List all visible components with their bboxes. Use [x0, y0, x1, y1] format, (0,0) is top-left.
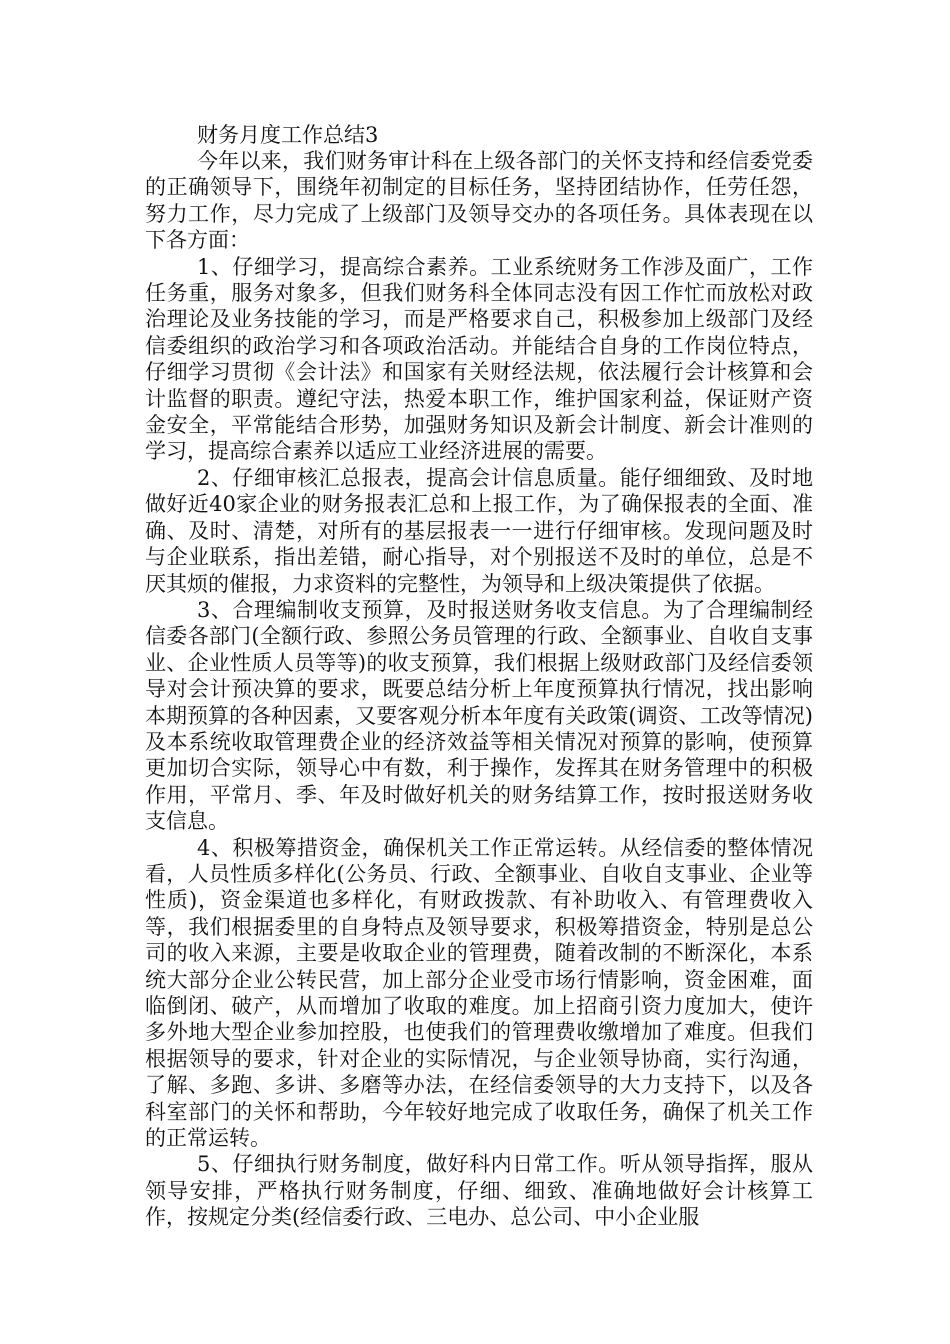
paragraph-study: 1、仔细学习，提高综合素养。工业系统财务工作涉及面广，工作任务重，服务对象多，但我们财务科全体同志没有因工作忙而放松对政治理论及业务技能的学习，而是严格要求自己，积极参加上级部门及经信委组织的政治学习和各项政治活动。并能结合自身的工作岗位特点，仔细学习贯彻《会计法》和国家有关财经法规，依法履行会计核算和会计监督的职责。遵纪守法，热爱本职工作，维护国家利益，保证财产资金安全，平常能结合形势，加强财务知识及新会计制度、新会计准则的学习，提高综合素养以适应工业经济进展的需要。: [145, 254, 813, 464]
paragraph-funds: 4、积极筹措资金，确保机关工作正常运转。从经信委的整体情况看，人员性质多样化(公务员、行政、全额事业、自收自支事业、企业等性质)，资金渠道也多样化，有财政拨款、有补助收入、有管理费收入等，我们根据委里的自身特点及领导要求，积极筹措资金，特别是总公司的收入来源，主要是收取企业的管理费，随着改制的不断深化，本系统大部分企业公转民营，加上部分企业受市场行情影响，资金困难，面临倒闭、破产，从而增加了收取的难度。加上招商引资力度加大，使许多外地大型企业参加控股，也使我们的管理费收缴增加了难度。但我们根据领导的要求，针对企业的实际情况，与企业领导协商，实行沟通，了解、多跑、多讲、多磨等办法，在经信委领导的大力支持下，以及各科室部门的关怀和帮助，今年较好地完成了收取任务，确保了机关工作的正常运转。: [145, 835, 813, 1151]
paragraph-intro: 今年以来，我们财务审计科在上级各部门的关怀支持和经信委党委的正确领导下，围绕年初制定的目标任务，坚持团结协作，任劳任怨，努力工作，尽力完成了上级部门及领导交办的各项任务。具体表现在以下各方面：: [145, 149, 813, 253]
paragraph-daily-work: 5、仔细执行财务制度，做好科内日常工作。听从领导指挥，服从领导安排，严格执行财务制度，仔细、细致、准确地做好会计核算工作，按规定分类(经信委行政、三电办、总公司、中小企业服: [145, 1152, 813, 1230]
document-title: 财务月度工作总结3: [197, 123, 379, 147]
paragraph-budget: 3、合理编制收支预算，及时报送财务收支信息。为了合理编制经信委各部门(全额行政、参照公务员管理的行政、全额事业、自收自支事业、企业性质人员等等)的收支预算，我们根据上级财政部门及经信委领导对会计预决算的要求，既要总结分析上年度预算执行情况，找出影响本期预算的各种因素，又要客观分析本年度有关政策(调资、工改等情况)及本系统收取管理费企业的经济效益等相关情况对预算的影响，使预算更加切合实际，领导心中有数，利于操作，发挥其在财务管理中的积极作用，平常月、季、年及时做好机关的财务结算工作，按时报送财务收支信息。: [145, 597, 813, 834]
document-body: [145, 122, 813, 1231]
paragraph-reports: 2、仔细审核汇总报表，提高会计信息质量。能仔细细致、及时地做好近40家企业的财务报表汇总和上报工作，为了确保报表的全面、准确、及时、清楚，对所有的基层报表一一进行仔细审核。发现问题及时与企业联系，指出差错，耐心指导，对个别报送不及时的单位，总是不厌其烦的催报，力求资料的完整性，为领导和上级决策提供了依据。: [145, 465, 813, 596]
